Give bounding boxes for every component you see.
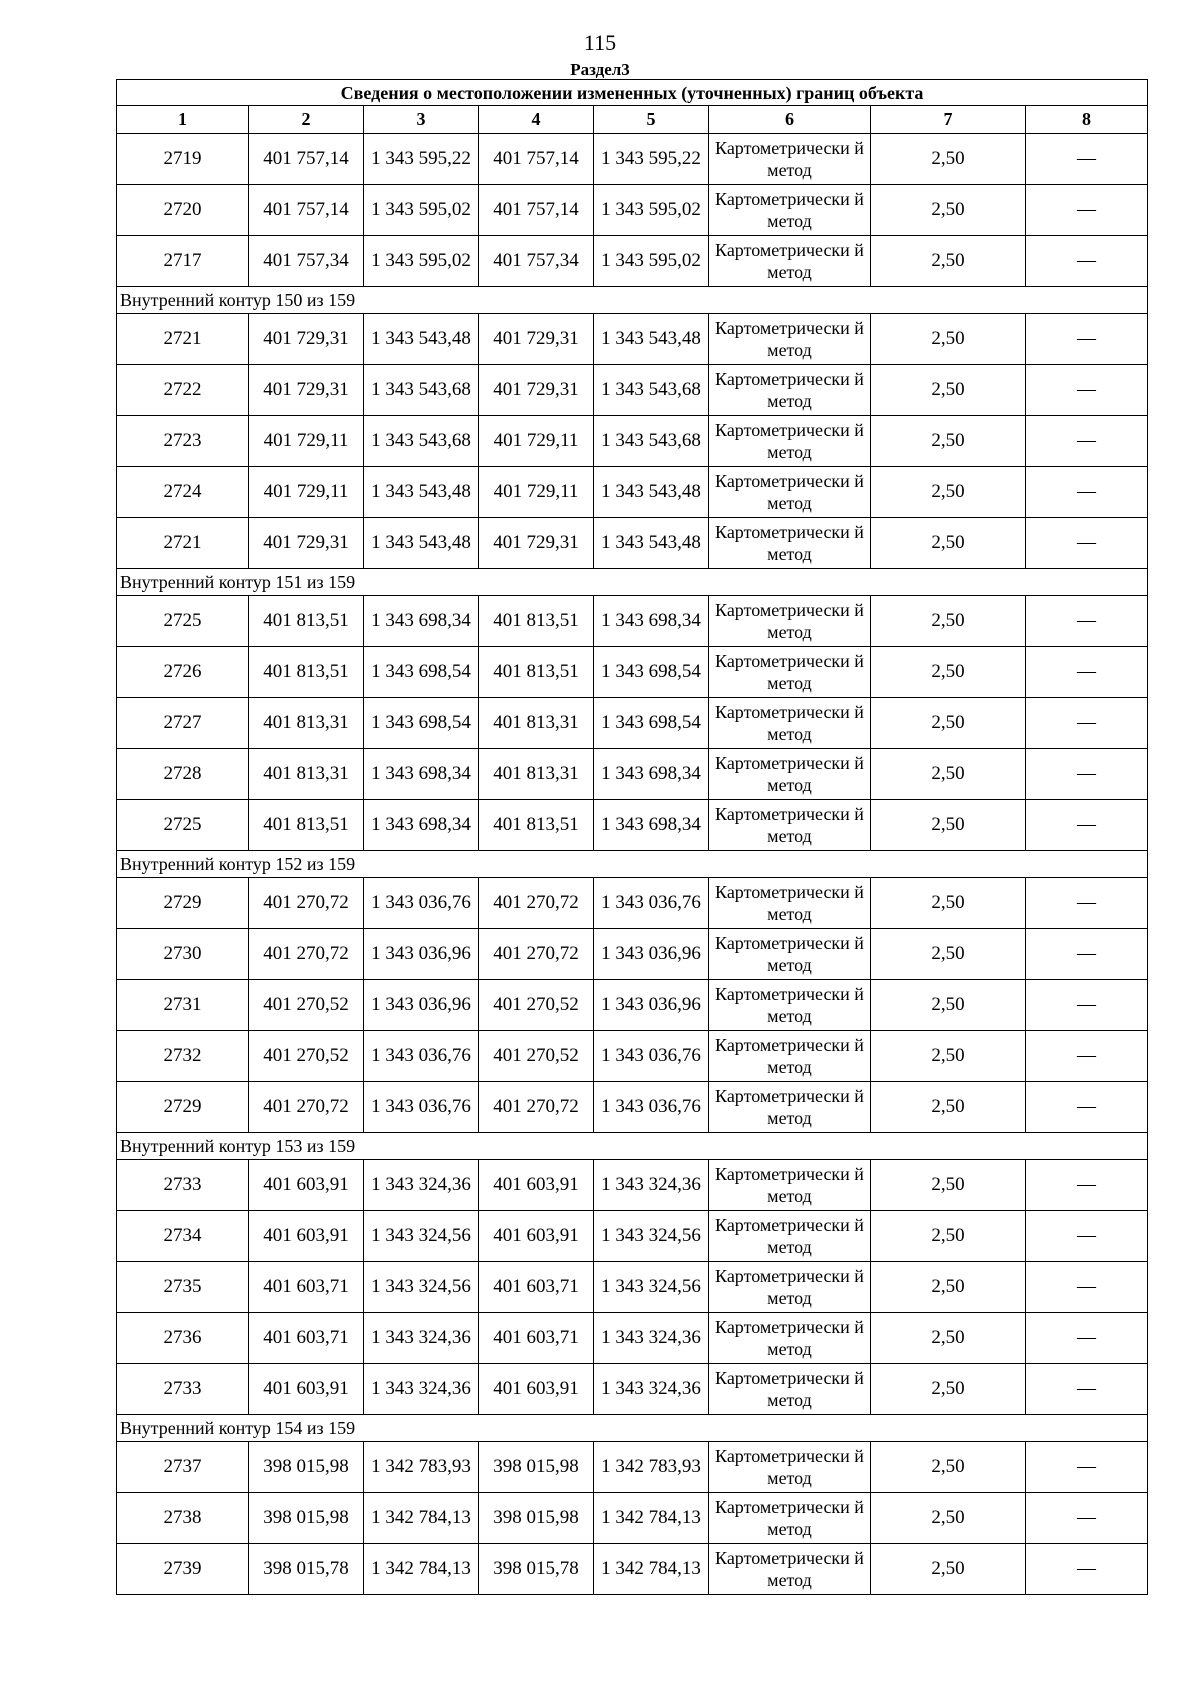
x-refined-cell: 401 603,91: [479, 1211, 594, 1262]
method-cell: Картометрически й метод: [709, 1082, 871, 1133]
description-cell: —: [1026, 647, 1148, 698]
x-existing-cell: 401 729,11: [249, 467, 364, 518]
point-number-cell: 2729: [117, 878, 249, 929]
method-cell: Картометрически й метод: [709, 236, 871, 287]
x-refined-cell: 401 603,91: [479, 1364, 594, 1415]
description-cell: —: [1026, 596, 1148, 647]
x-refined-cell: 401 757,34: [479, 236, 594, 287]
x-refined-cell: 401 757,14: [479, 134, 594, 185]
contour-label: Внутренний контур 150 из 159: [117, 287, 1148, 314]
point-number-cell: 2720: [117, 185, 249, 236]
y-refined-cell: 1 343 543,68: [594, 365, 709, 416]
x-refined-cell: 401 729,11: [479, 416, 594, 467]
column-header-row: [117, 106, 1148, 134]
accuracy-cell: 2,50: [871, 1031, 1026, 1082]
point-number-cell: 2722: [117, 365, 249, 416]
table-row: [117, 596, 1148, 647]
x-existing-cell: 401 757,14: [249, 134, 364, 185]
y-refined-cell: 1 343 324,56: [594, 1211, 709, 1262]
contour-row: [117, 1133, 1148, 1160]
y-existing-cell: 1 343 036,76: [364, 878, 479, 929]
method-cell: Картометрически й метод: [709, 647, 871, 698]
method-cell: Картометрически й метод: [709, 185, 871, 236]
table-caption-row: [117, 80, 1148, 106]
method-cell: Картометрически й метод: [709, 1493, 871, 1544]
accuracy-cell: 2,50: [871, 929, 1026, 980]
y-existing-cell: 1 343 698,34: [364, 596, 479, 647]
description-cell: —: [1026, 800, 1148, 851]
x-existing-cell: 401 729,31: [249, 314, 364, 365]
table-row: [117, 749, 1148, 800]
y-refined-cell: 1 343 036,96: [594, 929, 709, 980]
table-row: [117, 647, 1148, 698]
x-refined-cell: 401 813,51: [479, 596, 594, 647]
accuracy-cell: 2,50: [871, 1082, 1026, 1133]
accuracy-cell: 2,50: [871, 236, 1026, 287]
description-cell: —: [1026, 134, 1148, 185]
description-cell: —: [1026, 1262, 1148, 1313]
point-number-cell: 2736: [117, 1313, 249, 1364]
table-row: [117, 929, 1148, 980]
table-row: [117, 365, 1148, 416]
method-cell: Картометрически й метод: [709, 365, 871, 416]
accuracy-cell: 2,50: [871, 980, 1026, 1031]
point-number-cell: 2724: [117, 467, 249, 518]
table-body: [117, 80, 1148, 1595]
y-refined-cell: 1 343 595,22: [594, 134, 709, 185]
x-refined-cell: 401 603,71: [479, 1262, 594, 1313]
x-refined-cell: 401 270,52: [479, 980, 594, 1031]
x-existing-cell: 398 015,98: [249, 1442, 364, 1493]
accuracy-cell: 2,50: [871, 1493, 1026, 1544]
x-refined-cell: 398 015,78: [479, 1544, 594, 1595]
y-existing-cell: 1 343 595,02: [364, 236, 479, 287]
y-existing-cell: 1 343 036,96: [364, 980, 479, 1031]
x-existing-cell: 401 729,11: [249, 416, 364, 467]
accuracy-cell: 2,50: [871, 596, 1026, 647]
x-existing-cell: 401 729,31: [249, 518, 364, 569]
table-row: [117, 698, 1148, 749]
y-refined-cell: 1 343 543,48: [594, 518, 709, 569]
x-refined-cell: 398 015,98: [479, 1442, 594, 1493]
point-number-cell: 2717: [117, 236, 249, 287]
description-cell: —: [1026, 467, 1148, 518]
x-existing-cell: 401 813,31: [249, 698, 364, 749]
y-existing-cell: 1 343 324,36: [364, 1160, 479, 1211]
y-refined-cell: 1 343 036,76: [594, 1082, 709, 1133]
table-row: [117, 980, 1148, 1031]
point-number-cell: 2726: [117, 647, 249, 698]
point-number-cell: 2727: [117, 698, 249, 749]
x-refined-cell: 401 603,91: [479, 1160, 594, 1211]
column-header: 5: [594, 106, 709, 134]
y-existing-cell: 1 343 543,68: [364, 365, 479, 416]
x-existing-cell: 401 603,71: [249, 1313, 364, 1364]
x-refined-cell: 401 729,11: [479, 467, 594, 518]
method-cell: Картометрически й метод: [709, 314, 871, 365]
x-existing-cell: 401 813,31: [249, 749, 364, 800]
accuracy-cell: 2,50: [871, 365, 1026, 416]
column-header: 7: [871, 106, 1026, 134]
point-number-cell: 2739: [117, 1544, 249, 1595]
x-refined-cell: 401 757,14: [479, 185, 594, 236]
point-number-cell: 2734: [117, 1211, 249, 1262]
description-cell: —: [1026, 878, 1148, 929]
table-row: [117, 1493, 1148, 1544]
accuracy-cell: 2,50: [871, 185, 1026, 236]
y-refined-cell: 1 343 036,96: [594, 980, 709, 1031]
description-cell: —: [1026, 749, 1148, 800]
x-existing-cell: 398 015,98: [249, 1493, 364, 1544]
column-header: 6: [709, 106, 871, 134]
description-cell: —: [1026, 314, 1148, 365]
x-refined-cell: 401 603,71: [479, 1313, 594, 1364]
point-number-cell: 2733: [117, 1160, 249, 1211]
accuracy-cell: 2,50: [871, 878, 1026, 929]
point-number-cell: 2729: [117, 1082, 249, 1133]
table-row: [117, 467, 1148, 518]
description-cell: —: [1026, 518, 1148, 569]
column-header: 1: [117, 106, 249, 134]
description-cell: —: [1026, 1493, 1148, 1544]
description-cell: —: [1026, 1544, 1148, 1595]
y-refined-cell: 1 343 324,36: [594, 1364, 709, 1415]
x-existing-cell: 401 757,14: [249, 185, 364, 236]
description-cell: —: [1026, 416, 1148, 467]
table-row: [117, 518, 1148, 569]
description-cell: —: [1026, 365, 1148, 416]
table-row: [117, 1262, 1148, 1313]
table-row: [117, 1544, 1148, 1595]
x-refined-cell: 401 813,31: [479, 749, 594, 800]
x-refined-cell: 401 729,31: [479, 314, 594, 365]
x-existing-cell: 401 270,72: [249, 1082, 364, 1133]
x-existing-cell: 401 813,51: [249, 647, 364, 698]
y-refined-cell: 1 343 698,34: [594, 596, 709, 647]
table-caption: Сведения о местоположении измененных (уточненных) границ объекта: [117, 80, 1148, 106]
point-number-cell: 2725: [117, 596, 249, 647]
contour-label: Внутренний контур 152 из 159: [117, 851, 1148, 878]
table-row: [117, 1031, 1148, 1082]
y-existing-cell: 1 343 036,76: [364, 1082, 479, 1133]
description-cell: —: [1026, 1313, 1148, 1364]
accuracy-cell: 2,50: [871, 1211, 1026, 1262]
accuracy-cell: 2,50: [871, 1364, 1026, 1415]
x-existing-cell: 401 603,91: [249, 1211, 364, 1262]
x-refined-cell: 401 813,31: [479, 698, 594, 749]
y-existing-cell: 1 343 036,76: [364, 1031, 479, 1082]
x-refined-cell: 401 270,72: [479, 1082, 594, 1133]
description-cell: —: [1026, 1364, 1148, 1415]
method-cell: Картометрически й метод: [709, 929, 871, 980]
y-existing-cell: 1 342 784,13: [364, 1493, 479, 1544]
table-row: [117, 1082, 1148, 1133]
y-existing-cell: 1 343 595,22: [364, 134, 479, 185]
y-existing-cell: 1 343 698,34: [364, 800, 479, 851]
x-existing-cell: 401 270,72: [249, 878, 364, 929]
y-refined-cell: 1 342 783,93: [594, 1442, 709, 1493]
accuracy-cell: 2,50: [871, 467, 1026, 518]
x-refined-cell: 401 270,52: [479, 1031, 594, 1082]
point-number-cell: 2728: [117, 749, 249, 800]
method-cell: Картометрически й метод: [709, 1364, 871, 1415]
point-number-cell: 2719: [117, 134, 249, 185]
accuracy-cell: 2,50: [871, 800, 1026, 851]
contour-label: Внутренний контур 151 из 159: [117, 569, 1148, 596]
point-number-cell: 2732: [117, 1031, 249, 1082]
y-existing-cell: 1 342 784,13: [364, 1544, 479, 1595]
y-existing-cell: 1 343 324,36: [364, 1364, 479, 1415]
point-number-cell: 2721: [117, 518, 249, 569]
y-refined-cell: 1 343 595,02: [594, 236, 709, 287]
description-cell: —: [1026, 1082, 1148, 1133]
column-header: 3: [364, 106, 479, 134]
point-number-cell: 2723: [117, 416, 249, 467]
accuracy-cell: 2,50: [871, 1544, 1026, 1595]
y-refined-cell: 1 343 324,36: [594, 1313, 709, 1364]
contour-row: [117, 851, 1148, 878]
table-row: [117, 878, 1148, 929]
method-cell: Картометрически й метод: [709, 596, 871, 647]
accuracy-cell: 2,50: [871, 314, 1026, 365]
table-row: [117, 1442, 1148, 1493]
x-existing-cell: 398 015,78: [249, 1544, 364, 1595]
point-number-cell: 2733: [117, 1364, 249, 1415]
table-row: [117, 134, 1148, 185]
method-cell: Картометрически й метод: [709, 416, 871, 467]
coordinates-table: [116, 79, 1148, 1595]
method-cell: Картометрически й метод: [709, 749, 871, 800]
contour-label: Внутренний контур 153 из 159: [117, 1133, 1148, 1160]
y-existing-cell: 1 343 036,96: [364, 929, 479, 980]
x-existing-cell: 401 270,52: [249, 980, 364, 1031]
table-row: [117, 800, 1148, 851]
accuracy-cell: 2,50: [871, 698, 1026, 749]
method-cell: Картометрически й метод: [709, 800, 871, 851]
table-row: [117, 1313, 1148, 1364]
accuracy-cell: 2,50: [871, 1160, 1026, 1211]
method-cell: Картометрически й метод: [709, 980, 871, 1031]
y-existing-cell: 1 343 595,02: [364, 185, 479, 236]
x-existing-cell: 401 603,91: [249, 1160, 364, 1211]
point-number-cell: 2738: [117, 1493, 249, 1544]
y-existing-cell: 1 343 324,56: [364, 1262, 479, 1313]
y-existing-cell: 1 342 783,93: [364, 1442, 479, 1493]
accuracy-cell: 2,50: [871, 134, 1026, 185]
accuracy-cell: 2,50: [871, 647, 1026, 698]
y-refined-cell: 1 343 324,56: [594, 1262, 709, 1313]
y-refined-cell: 1 343 698,34: [594, 800, 709, 851]
point-number-cell: 2730: [117, 929, 249, 980]
column-header: 4: [479, 106, 594, 134]
y-existing-cell: 1 343 543,48: [364, 467, 479, 518]
table-row: [117, 236, 1148, 287]
x-existing-cell: 401 757,34: [249, 236, 364, 287]
description-cell: —: [1026, 1442, 1148, 1493]
method-cell: Картометрически й метод: [709, 1031, 871, 1082]
description-cell: —: [1026, 1160, 1148, 1211]
method-cell: Картометрически й метод: [709, 1160, 871, 1211]
contour-row: [117, 1415, 1148, 1442]
y-refined-cell: 1 342 784,13: [594, 1493, 709, 1544]
y-refined-cell: 1 343 036,76: [594, 878, 709, 929]
y-refined-cell: 1 343 698,54: [594, 698, 709, 749]
method-cell: Картометрически й метод: [709, 518, 871, 569]
y-refined-cell: 1 343 698,34: [594, 749, 709, 800]
point-number-cell: 2737: [117, 1442, 249, 1493]
method-cell: Картометрически й метод: [709, 1442, 871, 1493]
y-existing-cell: 1 343 543,48: [364, 314, 479, 365]
x-refined-cell: 401 813,51: [479, 647, 594, 698]
accuracy-cell: 2,50: [871, 518, 1026, 569]
accuracy-cell: 2,50: [871, 1262, 1026, 1313]
page-number: 115: [583, 30, 617, 55]
description-cell: —: [1026, 236, 1148, 287]
y-existing-cell: 1 343 543,48: [364, 518, 479, 569]
x-existing-cell: 401 813,51: [249, 800, 364, 851]
point-number-cell: 2721: [117, 314, 249, 365]
description-cell: —: [1026, 185, 1148, 236]
accuracy-cell: 2,50: [871, 1442, 1026, 1493]
y-existing-cell: 1 343 698,54: [364, 698, 479, 749]
y-refined-cell: 1 343 543,48: [594, 314, 709, 365]
x-existing-cell: 401 270,72: [249, 929, 364, 980]
x-refined-cell: 401 729,31: [479, 365, 594, 416]
column-header: 8: [1026, 106, 1148, 134]
x-refined-cell: 401 729,31: [479, 518, 594, 569]
column-header: 2: [249, 106, 364, 134]
method-cell: Картометрически й метод: [709, 467, 871, 518]
table-row: [117, 416, 1148, 467]
contour-row: [117, 569, 1148, 596]
table-row: [117, 1160, 1148, 1211]
x-existing-cell: 401 603,71: [249, 1262, 364, 1313]
y-refined-cell: 1 342 784,13: [594, 1544, 709, 1595]
section-title: Раздел3: [570, 60, 630, 79]
table-row: [117, 1211, 1148, 1262]
y-refined-cell: 1 343 698,54: [594, 647, 709, 698]
x-refined-cell: 401 270,72: [479, 929, 594, 980]
description-cell: —: [1026, 980, 1148, 1031]
x-existing-cell: 401 603,91: [249, 1364, 364, 1415]
description-cell: —: [1026, 1211, 1148, 1262]
table-row: [117, 1364, 1148, 1415]
method-cell: Картометрически й метод: [709, 1262, 871, 1313]
x-refined-cell: 398 015,98: [479, 1493, 594, 1544]
table-row: [117, 314, 1148, 365]
point-number-cell: 2725: [117, 800, 249, 851]
x-existing-cell: 401 270,52: [249, 1031, 364, 1082]
x-refined-cell: 401 813,51: [479, 800, 594, 851]
method-cell: Картометрически й метод: [709, 134, 871, 185]
accuracy-cell: 2,50: [871, 749, 1026, 800]
point-number-cell: 2731: [117, 980, 249, 1031]
method-cell: Картометрически й метод: [709, 1544, 871, 1595]
description-cell: —: [1026, 929, 1148, 980]
x-existing-cell: 401 729,31: [249, 365, 364, 416]
y-refined-cell: 1 343 036,76: [594, 1031, 709, 1082]
method-cell: Картометрически й метод: [709, 1211, 871, 1262]
y-refined-cell: 1 343 543,68: [594, 416, 709, 467]
table-row: [117, 185, 1148, 236]
y-refined-cell: 1 343 324,36: [594, 1160, 709, 1211]
y-existing-cell: 1 343 324,56: [364, 1211, 479, 1262]
y-existing-cell: 1 343 698,34: [364, 749, 479, 800]
y-existing-cell: 1 343 698,54: [364, 647, 479, 698]
y-refined-cell: 1 343 543,48: [594, 467, 709, 518]
accuracy-cell: 2,50: [871, 416, 1026, 467]
accuracy-cell: 2,50: [871, 1313, 1026, 1364]
contour-row: [117, 287, 1148, 314]
x-existing-cell: 401 813,51: [249, 596, 364, 647]
description-cell: —: [1026, 698, 1148, 749]
method-cell: Картометрически й метод: [709, 878, 871, 929]
y-refined-cell: 1 343 595,02: [594, 185, 709, 236]
y-existing-cell: 1 343 543,68: [364, 416, 479, 467]
method-cell: Картометрически й метод: [709, 1313, 871, 1364]
x-refined-cell: 401 270,72: [479, 878, 594, 929]
method-cell: Картометрически й метод: [709, 698, 871, 749]
point-number-cell: 2735: [117, 1262, 249, 1313]
description-cell: —: [1026, 1031, 1148, 1082]
contour-label: Внутренний контур 154 из 159: [117, 1415, 1148, 1442]
y-existing-cell: 1 343 324,36: [364, 1313, 479, 1364]
